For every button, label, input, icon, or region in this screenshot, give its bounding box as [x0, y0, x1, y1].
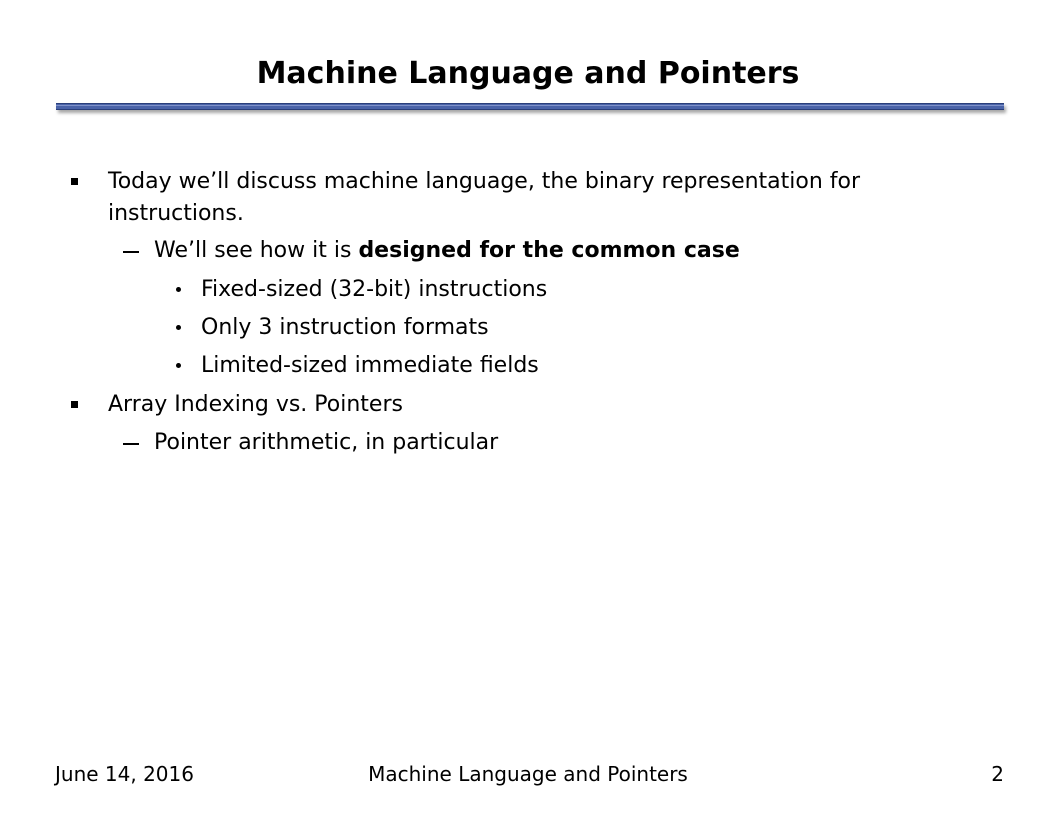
- slide-title: Machine Language and Pointers: [256, 56, 800, 91]
- sub-sub-bullet-3: Limited-sized immediate fields: [201, 353, 539, 378]
- sub-bullet-1-1-text: We’ll see how it is: [154, 238, 359, 263]
- square-bullet-icon: [71, 178, 78, 185]
- square-bullet-icon: [71, 401, 78, 408]
- sub-sub-bullet-2: Only 3 instruction formats: [201, 315, 489, 340]
- sub-bullet-1-1-emphasis: designed for the common case: [358, 238, 740, 263]
- bullet-1-line-1: Today we’ll discuss machine language, the binary representation for: [108, 169, 861, 194]
- footer-title: Machine Language and Pointers: [368, 762, 688, 786]
- footer-date: June 14, 2016: [55, 762, 194, 786]
- dot-bullet-icon: [176, 325, 181, 330]
- dot-bullet-icon: [176, 287, 181, 292]
- dash-bullet-icon: [123, 443, 139, 445]
- bullet-2: Array Indexing vs. Pointers: [108, 392, 403, 417]
- dash-bullet-icon: [123, 251, 139, 253]
- sub-bullet-1-1: [154, 236, 740, 266]
- footer-page-number: 2: [991, 762, 1004, 786]
- sub-bullet-2-1: Pointer arithmetic, in particular: [154, 430, 499, 455]
- sub-sub-bullet-1: Fixed-sized (32-bit) instructions: [201, 277, 548, 302]
- bullet-1-line-2: instructions.: [108, 201, 244, 226]
- dot-bullet-icon: [176, 363, 181, 368]
